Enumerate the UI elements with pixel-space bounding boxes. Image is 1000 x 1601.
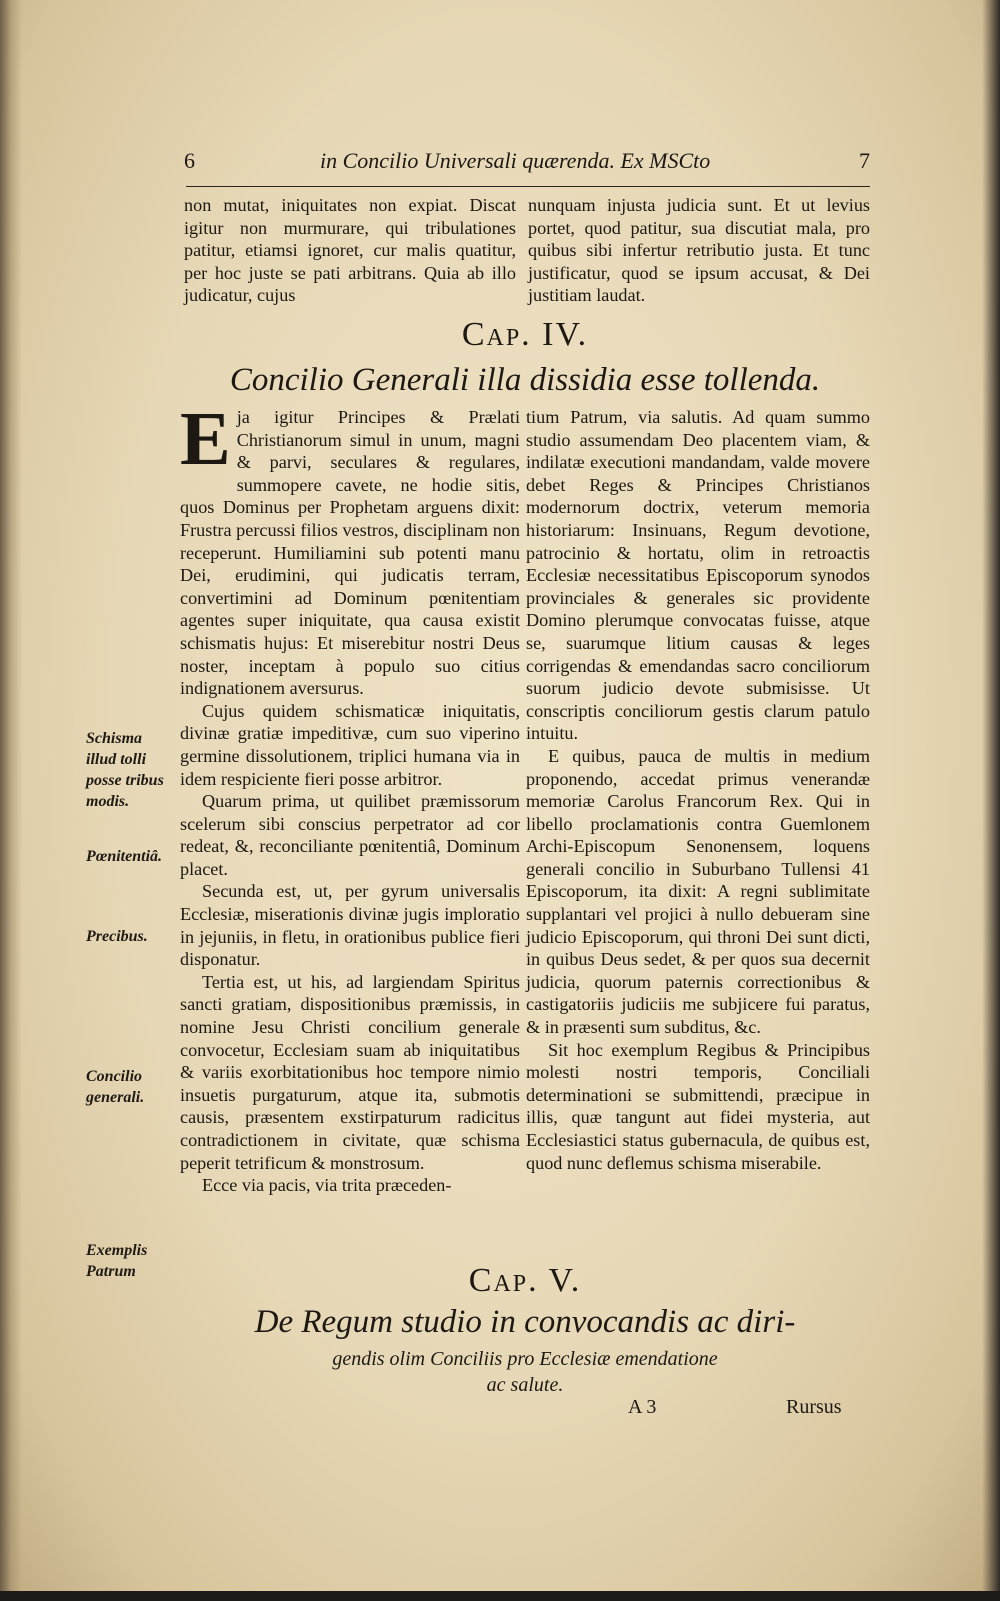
margin-note-poenitentia: Pœnitentiâ. (86, 848, 163, 865)
page-number-left: 6 (184, 148, 195, 173)
carryover-right-text: nunquam injusta judicia sunt. Et ut levius portet, quod patitur, sua discutiat mala, pro quibus sibi infertur retributio justa. Et tunc justificatur, quod se ipsum accusat, & Dei justitiam laudat. (528, 195, 870, 306)
carryover-left-text: non mutat, iniquitates non expiat. Discat igitur non murmurare, qui tribulationes patitur, etiamsi ignoret, cur malis quatitur, per hoc juste se pati arbitrans. Quia ab illo judicatur, cujus (184, 195, 516, 306)
margin-note-exemplis: Exemplis Patrum (86, 1242, 148, 1280)
catchword: Rursus (786, 1396, 842, 1418)
left-paragraph-6: Ecce via pacis, via trita præceden- (202, 1175, 452, 1196)
left-paragraph-4: Secunda est, ut, per gyrum universalis Ecclesiæ, miserationis divinæ jugis imploratio in jejuniis, in fletu, in orationibus publice fieri disponatur. (180, 881, 520, 970)
chapter-5-title: De Regum studio in convocandis ac diri- (254, 1304, 796, 1340)
left-paragraph-1 (180, 397, 520, 700)
main-left-column (180, 397, 520, 1197)
left-paragraph-5: Tertia est, ut his, ad largiendam Spiritus sancti gratiam, dispositionibus præmissis, in nomine Jesu Christi concilium generale convocetur, Ecclesiam suam ab iniquitatibus & variis exorbitationibus hoc tempore nimio insuetis purgaturum, atque ita, submotis causis, præsentem exstirpaturum radicitus contradictionem in civitate, quæ schisma peperit tetrificum & monstrosum. (180, 971, 520, 1173)
margin-note-schisma: Schisma illud tolli posse tribus modis. (86, 730, 164, 810)
left-paragraph-2: Cujus quidem schismaticæ iniquitatis, divinæ gratiæ impeditivæ, cum suo viperino germine dissolutionem, triplici humana via in idem respiciente fieri posse arbitror. (180, 700, 520, 789)
chapter-4-heading: Cap. IV. (461, 316, 589, 353)
chapter-5-heading: Cap. V. (468, 1262, 582, 1299)
main-right-column (526, 406, 870, 1174)
right-paragraph-3: Sit hoc exemplum Regibus & Principibus molesti nostri temporis, Conciliali determinationi se submittendi, præcipue in illis, quæ tangunt aut fidei mysteria, aut Ecclesiastici status gubernacula, de quibus est, quod nunc deflemus schisma miserabile. (526, 1039, 870, 1173)
left-paragraph-3: Quarum prima, ut quilibet præmissorum scelerum sibi conscius perpetrator ad cor redeat, &, reconciliante pœnitentiâ, Dominum placet. (180, 791, 520, 879)
page-edge-shadow (982, 0, 1000, 1601)
chapter-5-subtitle-line-1: gendis olim Conciliis pro Ecclesiæ emendatione (332, 1348, 718, 1370)
signature-mark: A 3 (628, 1396, 657, 1418)
left-paragraph-1-text: ja igitur Principes & Prælati Christianorum simul in unum, magni & parvi, seculares & regulares, summopere cavete, ne hodie sitis, quos Dominus per Prophetam arguens dixit: Frustra percussi filios vestros, disciplinam non receperunt. Humiliamini sub potenti manu Dei, erudimini, qui judicatis terram, convertimini ad Dominum pœnitentiam agentes super iniquitate, qua causa existit schismatis hujus: Et miserebitur nostri Deus noster, inceptam à populo suo citius indignationem aversurus. (180, 407, 520, 699)
chapter-5-subtitle-line-2: ac salute. (486, 1374, 564, 1396)
drop-capital: E (180, 397, 231, 481)
header-rule (186, 186, 870, 187)
right-paragraph-1: tium Patrum, via salutis. Ad quam summo studio assumendam Deo placentem viam, & indilatæ executioni mandandam, valde movere debet Reges & Principes Christianos modernorum doctrix, veterum memoria historiarum: Insinuans, Regum devotione, patrocinio & hortatu, olim in retroactis Ecclesiæ necessitatibus Episcoporum synodos provinciales & generales sic providente Domino plerumque convocatas fuisse, atque se, suarumque litium causas & leges corrigendas & emendandas sacro conciliorum suorum judicio devote submisisse. Ut conscriptis conciliorum gestis clarum patulo intuitu. (526, 407, 870, 744)
right-paragraph-2: E quibus, pauca de multis in medium proponendo, accedat primus venerandæ memoriæ Carolus Francorum Rex. Qui in libello proclamationis contra Guemlonem Archi-Episcopum Senonensem, loquens generali concilio in Suburbano Tullensi 41 Episcoporum, ita dixit: A regni sublimitate supplantari vel projici à nullo debueram sine judicio Episcoporum, qui throni Dei sunt dicti, in quibus Deus sedet, & per quos sua decernit judicia, quorum paternis correctionibus & castigatoriis judiciis me subjicere fui paratus, & in præsenti sum subditus, &c. (526, 745, 870, 1038)
margin-note-precibus: Precibus. (86, 928, 148, 945)
carryover-right-column (528, 194, 870, 307)
page-number-right: 7 (859, 148, 870, 173)
page-bottom-edge (0, 1591, 1000, 1601)
running-title: in Concilio Universali quærenda. Ex MSCto (320, 148, 711, 173)
running-header (180, 148, 870, 182)
carryover-left-column (184, 194, 516, 307)
margin-note-concilio: Concilio generali. (86, 1068, 145, 1106)
page-gutter-shadow (0, 0, 22, 1601)
chapter-4-title: Concilio Generali illa dissidia esse tollenda. (229, 362, 821, 398)
